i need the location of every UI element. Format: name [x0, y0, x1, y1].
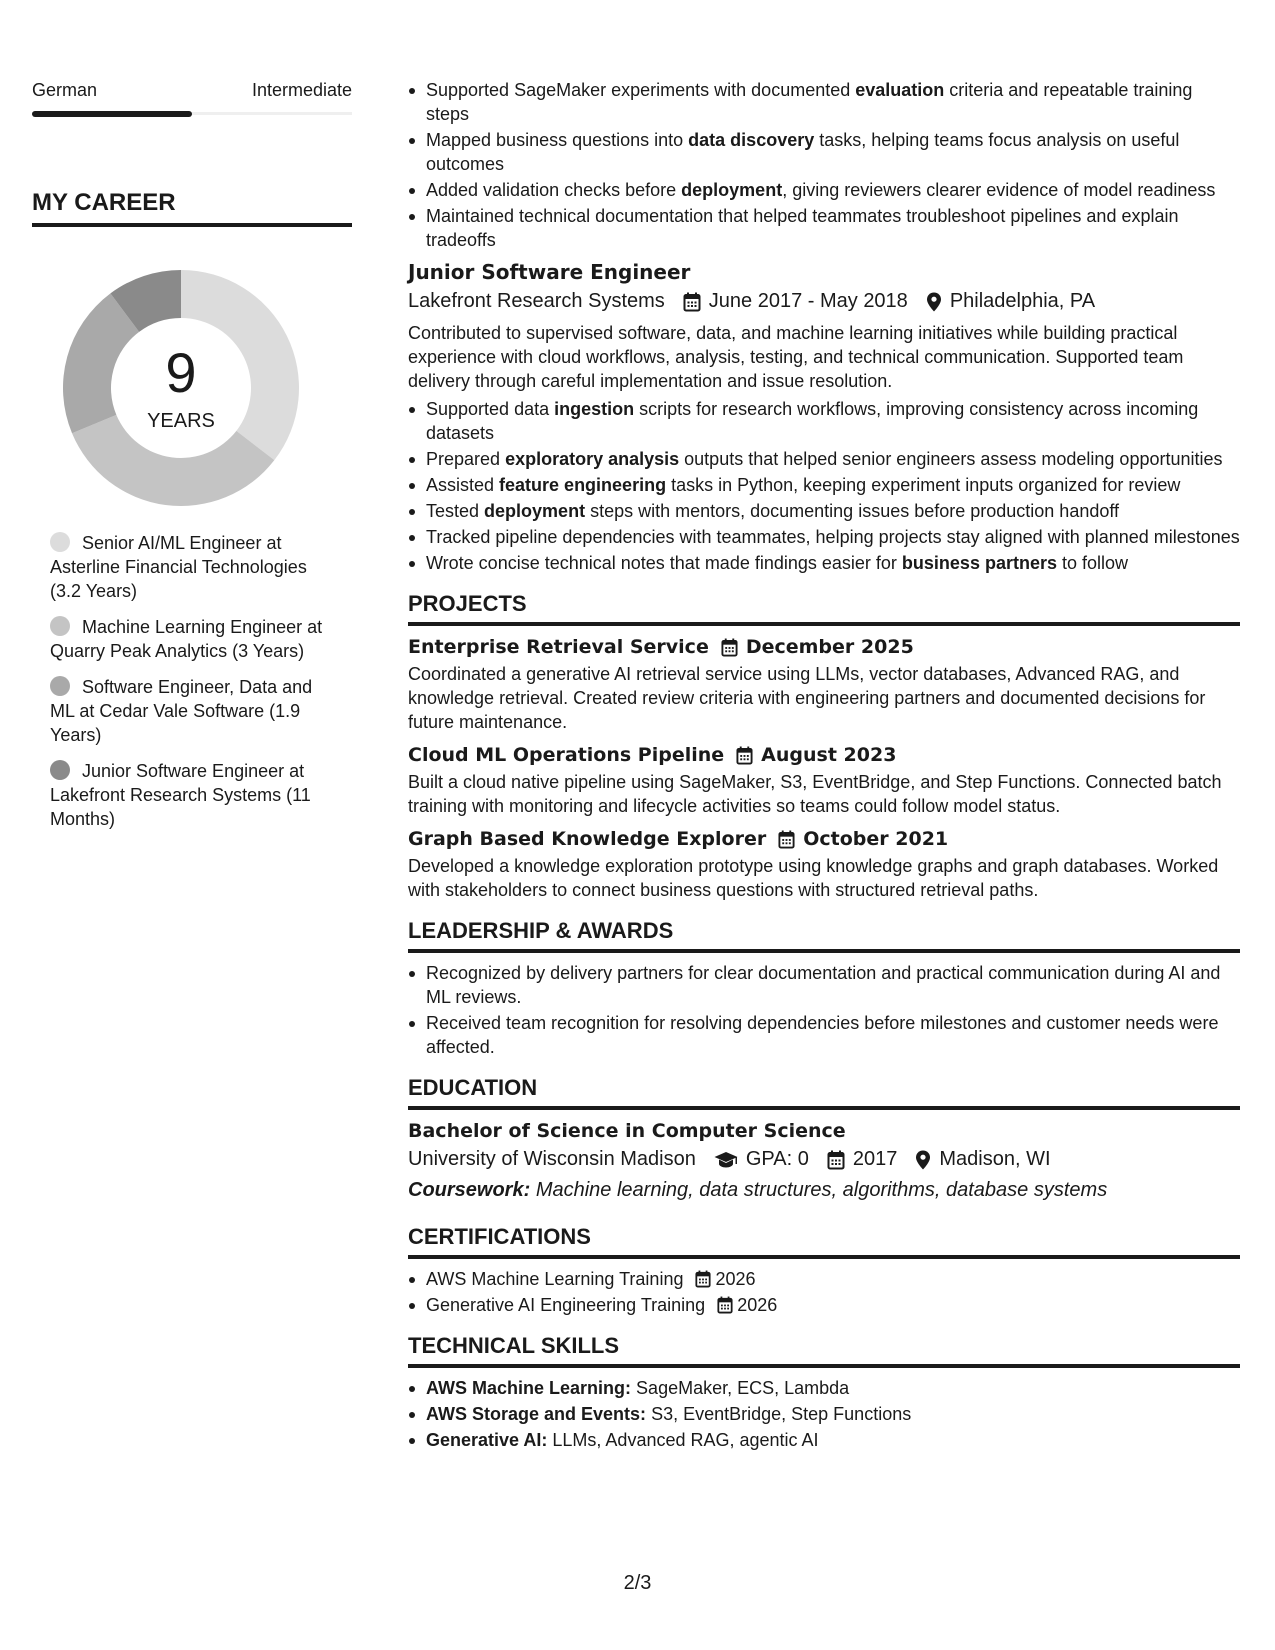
degree-title: Bachelor of Science in Computer Science: [408, 1120, 846, 1142]
certification-item: [426, 1293, 1240, 1317]
total-years-number: 9: [165, 341, 197, 404]
career-item: [50, 675, 330, 747]
skill-value: LLMs, Advanced RAG, agentic AI: [552, 1430, 819, 1450]
page-number: 2/3: [623, 1572, 652, 1594]
calendar-icon: [717, 1296, 733, 1314]
bullet-item: Recognized by delivery partners for clear documentation and practical communication during AI and ML reviews.: [426, 961, 1240, 1009]
career-item-text: Junior Software Engineer at Lakefront Research Systems (11 Months): [50, 761, 311, 829]
certifications-heading: CERTIFICATIONS: [408, 1224, 1240, 1259]
location-pin-icon: [915, 1150, 931, 1170]
previous-job-bullets: [408, 78, 1240, 252]
project-date: August 2023: [761, 744, 897, 766]
school-location: Madison, WI: [939, 1148, 1051, 1170]
legend-dot: [50, 676, 70, 696]
location-pin-icon: [926, 292, 942, 312]
legend-dot: [50, 760, 70, 780]
career-item-text: Machine Learning Engineer at Quarry Peak Analytics (3 Years): [50, 617, 323, 661]
coursework-label: Coursework:: [408, 1179, 531, 1201]
project-description: Built a cloud native pipeline using SageMaker, S3, EventBridge, and Step Functions. Connected batch training with monitoring and lifecycle activities so teams could follow model status.: [408, 772, 1222, 816]
years-label: YEARS: [147, 410, 215, 432]
skill-item: [426, 1428, 1240, 1452]
bullet-item: Wrote concise technical notes that made findings easier for business partners to follow: [426, 551, 1240, 575]
skill-value: SageMaker, ECS, Lambda: [636, 1378, 850, 1398]
project-description: Coordinated a generative AI retrieval service using LLMs, vector databases, Advanced RAG, and knowledge retrieval. Created review criteria with engineering partners and documented decisions for future maintenance.: [408, 664, 1206, 732]
school-name: University of Wisconsin Madison: [408, 1148, 696, 1170]
skill-item: [426, 1402, 1240, 1426]
language-name: German: [32, 80, 98, 100]
proficiency-fill: [32, 111, 192, 117]
certifications-list: [408, 1267, 1240, 1317]
leadership-list: [408, 961, 1240, 1059]
bullet-item: Added validation checks before deployment, giving reviewers clearer evidence of model readiness: [426, 178, 1240, 202]
graduation-cap-icon: [714, 1151, 738, 1169]
certification-name: Generative AI Engineering Training: [426, 1295, 706, 1315]
bullet-item: Maintained technical documentation that helped teammates troubleshoot pipelines and explain tradeoffs: [426, 204, 1240, 252]
skill-label: AWS Machine Learning:: [426, 1378, 632, 1398]
career-item-text: Software Engineer, Data and ML at Cedar Vale Software (1.9 Years): [50, 677, 313, 745]
certification-year: 2026: [737, 1295, 778, 1315]
legend-dot: [50, 532, 70, 552]
certification-year: 2026: [715, 1269, 756, 1289]
job-dates: June 2017 - May 2018: [708, 290, 908, 312]
calendar-icon: [827, 1150, 845, 1170]
job-location: Philadelphia, PA: [949, 290, 1096, 312]
job-meta: [408, 290, 1240, 313]
language-level: Intermediate: [251, 80, 352, 100]
career-legend: [50, 531, 330, 831]
legend-dot: [50, 616, 70, 636]
gpa: GPA: 0: [745, 1148, 809, 1170]
calendar-icon: [736, 746, 753, 765]
bullet-item: Supported data ingestion scripts for research workflows, improving consistency across incoming datasets: [426, 397, 1240, 445]
certification-name: AWS Machine Learning Training: [426, 1269, 684, 1289]
career-item: [50, 531, 330, 603]
sidebar: [32, 80, 352, 843]
project-header: [408, 744, 1240, 766]
career-item: [50, 615, 330, 663]
skills-list: [408, 1376, 1240, 1452]
job-summary: Contributed to supervised software, data, and machine learning initiatives while building practical experience with cloud workflows, analysis, testing, and technical communication. Supported team delivery through careful implementation and issue resolution.: [408, 323, 1184, 391]
leadership-heading: LEADERSHIP & AWARDS: [408, 918, 1240, 953]
calendar-icon: [695, 1270, 711, 1288]
project-header: [408, 828, 1240, 850]
bullet-item: Received team recognition for resolving dependencies before milestones and customer needs were affected.: [426, 1011, 1240, 1059]
coursework-text: Machine learning, data structures, algorithms, database systems: [535, 1179, 1108, 1201]
project-name: Enterprise Retrieval Service: [408, 636, 709, 658]
career-heading: MY CAREER: [32, 189, 352, 227]
bullet-item: Prepared exploratory analysis outputs that helped senior engineers assess modeling opportunities: [426, 447, 1240, 471]
skill-value: S3, EventBridge, Step Functions: [651, 1404, 912, 1424]
career-donut-chart: [56, 263, 306, 513]
bullet-item: Tracked pipeline dependencies with teammates, helping projects stay aligned with planned milestones: [426, 527, 1240, 547]
bullet-item: Assisted feature engineering tasks in Python, keeping experiment inputs organized for review: [426, 473, 1240, 497]
project-date: October 2021: [803, 828, 949, 850]
coursework: [408, 1179, 1240, 1202]
education-meta: [408, 1148, 1240, 1171]
graduation-year: 2017: [852, 1148, 898, 1170]
job-title: Junior Software Engineer: [408, 260, 691, 284]
bullet-item: Tested deployment steps with mentors, documenting issues before production handoff: [426, 499, 1240, 523]
skills-heading: TECHNICAL SKILLS: [408, 1333, 1240, 1368]
project-name: Cloud ML Operations Pipeline: [408, 744, 725, 766]
education-heading: EDUCATION: [408, 1075, 1240, 1110]
project-description: Developed a knowledge exploration prototype using knowledge graphs and graph databases. Worked with stakeholders to connect business questions with structured retrieval paths.: [408, 856, 1219, 900]
calendar-icon: [721, 638, 738, 657]
career-item-text: Senior AI/ML Engineer at Asterline Financial Technologies (3.2 Years): [50, 533, 307, 601]
job-bullets: [408, 397, 1240, 575]
project-date: December 2025: [745, 636, 914, 658]
main-content: [408, 78, 1240, 1454]
language-row: [32, 80, 352, 101]
certification-item: [426, 1267, 1240, 1291]
project-header: [408, 636, 1240, 658]
projects-heading: PROJECTS: [408, 591, 1240, 626]
calendar-icon: [778, 830, 795, 849]
skill-label: AWS Storage and Events:: [426, 1404, 647, 1424]
career-item: [50, 759, 330, 831]
project-name: Graph Based Knowledge Explorer: [408, 828, 767, 850]
calendar-icon: [683, 292, 701, 312]
company-name: Lakefront Research Systems: [408, 290, 665, 312]
skill-label: Generative AI:: [426, 1430, 548, 1450]
bullet-item: Mapped business questions into data discovery tasks, helping teams focus analysis on useful outcomes: [426, 128, 1240, 176]
language-proficiency-bar: [32, 111, 352, 117]
bullet-item: Supported SageMaker experiments with documented evaluation criteria and repeatable training steps: [426, 78, 1240, 126]
skill-item: [426, 1376, 1240, 1400]
